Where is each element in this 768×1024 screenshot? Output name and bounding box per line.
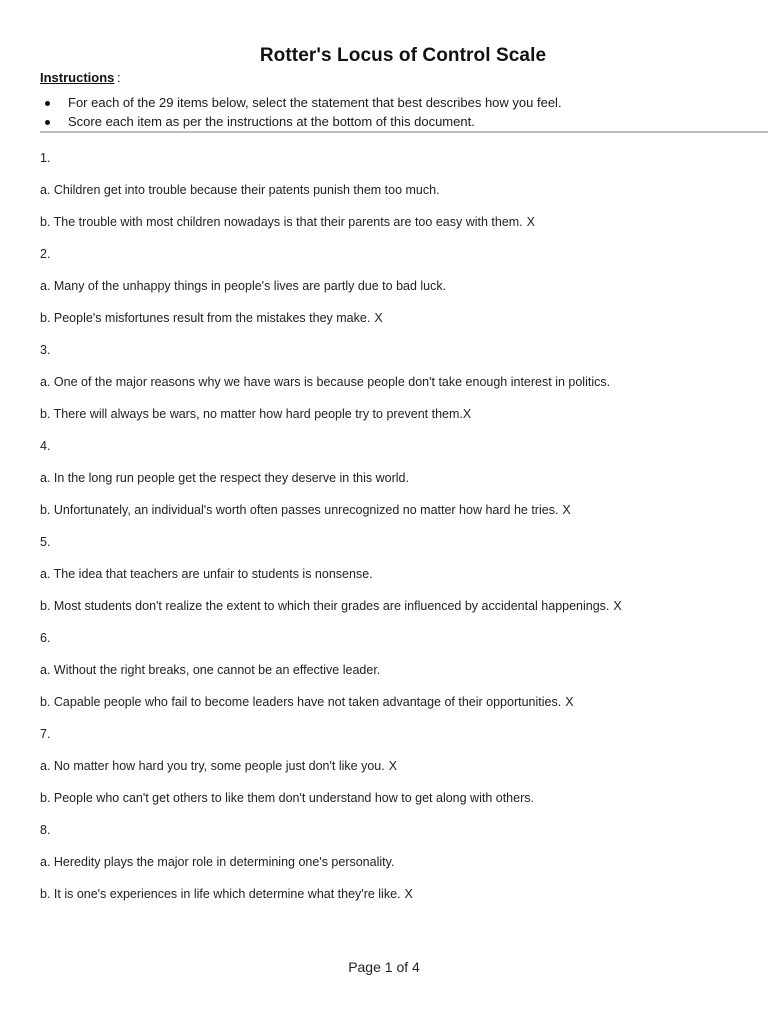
option-text: a. Without the right breaks, one cannot be an effective leader.: [40, 663, 381, 677]
option-b: [40, 790, 760, 822]
selection-mark: X: [404, 887, 413, 901]
option-b: [40, 406, 760, 438]
option-text: a. No matter how hard you try, some people just don't like you.: [40, 759, 385, 773]
bullet-icon: [45, 101, 50, 106]
option-text: b. Capable people who fail to become leaders have not taken advantage of their opportunities.: [40, 695, 562, 709]
option-text: a. In the long run people get the respect they deserve in this world.: [40, 471, 409, 485]
option-text: a. One of the major reasons why we have wars is because people don't take enough interest in politics.: [40, 375, 611, 389]
instruction-text: Score each item as per the instructions at the bottom of this document.: [68, 114, 475, 129]
item-number: 6.: [40, 631, 51, 645]
selection-mark: X: [565, 695, 574, 709]
option-a: [40, 182, 760, 214]
option-text: a. The idea that teachers are unfair to students is nonsense.: [40, 567, 373, 581]
option-text: b. There will always be wars, no matter how hard people try to prevent them.: [40, 407, 463, 421]
instructions-heading: Instructions: [40, 70, 115, 85]
option-b: [40, 598, 760, 630]
page-number: Page 1 of 4: [348, 959, 420, 975]
option-text: a. Children get into trouble because their patents punish them too much.: [40, 183, 440, 197]
document-title: Rotter's Locus of Control Scale: [259, 45, 547, 66]
option-a: [40, 854, 760, 886]
instruction-text: For each of the 29 items below, select the statement that best describes how you feel.: [68, 95, 562, 110]
option-a: [40, 278, 760, 310]
option-text: a. Many of the unhappy things in people's lives are partly due to bad luck.: [40, 279, 447, 293]
item-number: 8.: [40, 823, 51, 837]
bullet-icon: [45, 120, 50, 125]
option-text: a. Heredity plays the major role in determining one's personality.: [40, 855, 395, 869]
option-b: [40, 886, 760, 918]
option-text: b. The trouble with most children nowadays is that their parents are too easy with them.: [40, 215, 523, 229]
selection-mark: X: [388, 759, 398, 773]
selection-mark: X: [613, 599, 622, 613]
horizontal-rule: [40, 131, 768, 133]
selection-mark: X: [526, 215, 535, 229]
option-a: [40, 566, 760, 598]
option-b: [40, 310, 760, 342]
item-number: 7.: [40, 727, 51, 741]
option-a: [40, 374, 760, 406]
instruction-item: [0, 95, 562, 114]
option-text: b. Most students don't realize the extent to which their grades are influenced by accidental happenings.: [40, 599, 610, 613]
instructions-colon: :: [117, 70, 121, 85]
item-number: 3.: [40, 343, 51, 357]
item-number: 2.: [40, 247, 51, 261]
option-b: [40, 214, 760, 246]
option-a: [40, 470, 760, 502]
selection-mark: X: [462, 407, 472, 421]
item-number: 5.: [40, 535, 51, 549]
option-a: [40, 758, 760, 790]
item-number: 1.: [40, 151, 51, 165]
questionnaire-items: [40, 150, 760, 918]
item-number: 4.: [40, 439, 51, 453]
option-text: b. People's misfortunes result from the mistakes they make.: [40, 311, 371, 325]
instructions-list: [0, 95, 562, 133]
option-text: b. It is one's experiences in life which determine what they're like.: [40, 887, 401, 901]
selection-mark: X: [562, 503, 571, 517]
option-text: b. People who can't get others to like them don't understand how to get along with others.: [40, 791, 534, 805]
selection-mark: X: [374, 311, 383, 325]
option-text: b. Unfortunately, an individual's worth often passes unrecognized no matter how hard he tries.: [40, 503, 559, 517]
option-b: [40, 694, 760, 726]
option-a: [40, 662, 760, 694]
option-b: [40, 502, 760, 534]
